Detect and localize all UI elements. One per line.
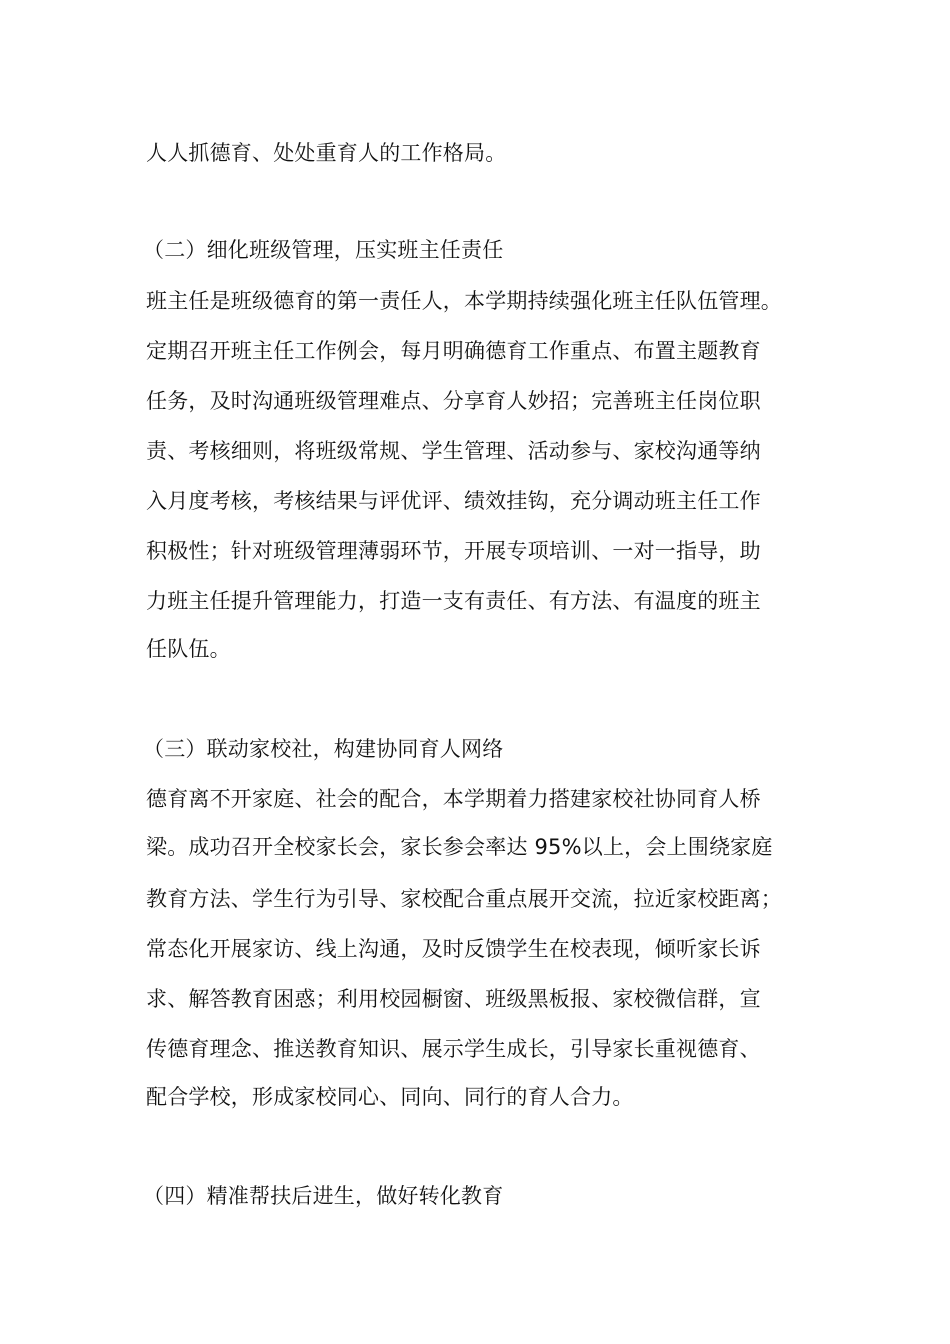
paragraph-line: 力班主任提升管理能力，打造一支有责任、有方法、有温度的班主: [146, 589, 761, 613]
paragraph-line: 班主任是班级德育的第一责任人，本学期持续强化班主任队伍管理。: [146, 289, 782, 313]
paragraph-line: 入月度考核，考核结果与评优评、绩效挂钩，充分调动班主任工作: [146, 489, 761, 513]
paragraph-line: 任务，及时沟通班级管理难点、分享育人妙招；完善班主任岗位职: [146, 389, 761, 413]
paragraph-line: 德育离不开家庭、社会的配合，本学期着力搭建家校社协同育人桥: [146, 787, 761, 811]
paragraph-line: 定期召开班主任工作例会，每月明确德育工作重点、布置主题教育: [146, 339, 761, 363]
paragraph-line: 梁。成功召开全校家长会，家长参会率达 95%以上，会上围绕家庭: [146, 835, 773, 859]
paragraph-line: 常态化开展家访、线上沟通，及时反馈学生在校表现，倾听家长诉: [146, 937, 761, 961]
paragraph-line: 积极性；针对班级管理薄弱环节，开展专项培训、一对一指导，助: [146, 539, 761, 563]
paragraph-line: 配合学校，形成家校同心、同向、同行的育人合力。: [146, 1085, 634, 1109]
section-heading-2: （二）细化班级管理，压实班主任责任: [143, 238, 504, 262]
paragraph-line: 传德育理念、推送教育知识、展示学生成长，引导家长重视德育、: [146, 1037, 761, 1061]
paragraph-line: 教育方法、学生行为引导、家校配合重点展开交流，拉近家校距离；: [146, 887, 782, 911]
section-heading-4: （四）精准帮扶后进生，做好转化教育: [143, 1184, 504, 1208]
paragraph-line: 求、解答教育困惑；利用校园橱窗、班级黑板报、家校微信群，宣: [146, 987, 761, 1011]
paragraph-line: 责、考核细则，将班级常规、学生管理、活动参与、家校沟通等纳: [146, 439, 761, 463]
section-heading-3: （三）联动家校社，构建协同育人网络: [143, 737, 504, 761]
paragraph-line: 任队伍。: [146, 637, 231, 661]
paragraph-line: 人人抓德育、处处重育人的工作格局。: [146, 141, 507, 165]
